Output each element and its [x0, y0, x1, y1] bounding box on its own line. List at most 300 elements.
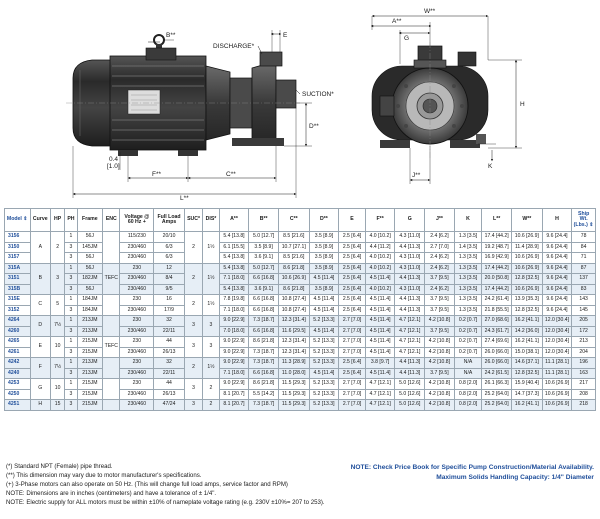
cell-voltage: 230/460 — [120, 347, 154, 358]
table-row — [5, 284, 596, 295]
cell-a: 5.4 [13.8] — [219, 232, 249, 243]
column-header-19: L** — [482, 209, 512, 232]
table-row — [5, 232, 596, 243]
column-header-9: DIS* — [203, 209, 219, 232]
cell-a: 6.1 [15.5] — [219, 242, 249, 253]
cell-k: 1.3 [3.5] — [454, 295, 482, 306]
cell-e: 2.7 [7.0] — [339, 337, 366, 348]
table-row — [5, 347, 596, 358]
cell-curve: A — [30, 232, 50, 264]
cell-c: 11.5 [29.3] — [278, 400, 309, 411]
cell-j: 3.7 [9.5] — [425, 274, 455, 285]
cell-wt: 137 — [572, 274, 596, 285]
table-body — [5, 232, 596, 411]
cell-a: 7.1 [18.0] — [219, 305, 249, 316]
cell-j: 3.7 [9.5] — [425, 305, 455, 316]
cell-enc: TEFC — [103, 263, 120, 295]
cell-wt: 196 — [572, 358, 596, 369]
foot-right-front — [450, 140, 480, 148]
clearance-metric: [1.0] — [107, 163, 120, 170]
cell-k: 1.3 [3.5] — [454, 263, 482, 274]
cell-model: 4242 — [5, 358, 31, 369]
cell-wt: 83 — [572, 284, 596, 295]
cell-w: 12.8 [32.5] — [511, 368, 542, 379]
column-header-13: D** — [309, 209, 339, 232]
cell-suc: 2 — [184, 232, 202, 264]
cell-l: 17.4 [44.2] — [482, 284, 512, 295]
cell-hp: 10 — [50, 337, 64, 358]
cell-a: 8.1 [20.7] — [219, 389, 249, 400]
table-row — [5, 316, 596, 327]
cell-d: 4.5 [11.4] — [309, 274, 339, 285]
cell-c: 11.6 [29.5] — [278, 326, 309, 337]
cell-wt: 87 — [572, 263, 596, 274]
cell-c: 11.3 [28.9] — [278, 358, 309, 369]
cell-l: 16.9 [42.9] — [482, 253, 512, 264]
cell-c: 12.3 [31.4] — [278, 347, 309, 358]
cell-voltage: 115/230 — [120, 232, 154, 243]
cell-j: 2.4 [6.2] — [425, 263, 455, 274]
cell-d: 3.5 [8.9] — [309, 284, 339, 295]
cell-w: 16.2 [41.1] — [511, 400, 542, 411]
notes-right — [324, 463, 594, 483]
cell-w: 12.8 [32.5] — [511, 305, 542, 316]
cell-e: 2.7 [7.0] — [339, 400, 366, 411]
cell-g: 4.3 [11.0] — [395, 284, 425, 295]
cell-wt: 208 — [572, 389, 596, 400]
cell-l: 19.2 [48.7] — [482, 242, 512, 253]
column-header-10: A** — [219, 209, 249, 232]
cell-h: 9.6 [24.4] — [542, 274, 572, 285]
cell-voltage: 230/460 — [120, 389, 154, 400]
dim-k-label: K — [488, 163, 493, 170]
cell-c: 8.5 [21.6] — [278, 232, 309, 243]
cell-model: 4240 — [5, 368, 31, 379]
cell-k: 1.4 [3.5] — [454, 242, 482, 253]
note-npt: (*) Standard NPT (Female) pipe thread. — [6, 463, 113, 470]
column-header-0[interactable]: Model ⇕ — [5, 209, 31, 232]
cell-f: 4.0 [10.2] — [365, 253, 395, 264]
dim-l-label: L** — [180, 195, 189, 202]
cell-d: 4.5 [11.4] — [309, 368, 339, 379]
cell-a: 9.0 [22.9] — [219, 358, 249, 369]
cell-b: 7.3 [18.7] — [249, 400, 279, 411]
cell-ph: 3 — [65, 326, 77, 337]
cell-wt: 163 — [572, 368, 596, 379]
cell-voltage: 230 — [120, 358, 154, 369]
column-header-3: PH — [65, 209, 77, 232]
cell-hp: 3 — [50, 263, 64, 295]
cell-dis: 3 — [203, 337, 219, 358]
cell-g: 5.0 [12.6] — [395, 379, 425, 390]
cell-hp: 7½ — [50, 358, 64, 379]
dim-j-label: J** — [412, 172, 421, 179]
column-header-6: Voltage @ 60 Hz + — [120, 209, 154, 232]
cell-g: 4.3 [11.0] — [395, 263, 425, 274]
cell-frame: 56J — [77, 263, 103, 274]
cell-f: 4.0 [10.2] — [365, 284, 395, 295]
cell-amps: 26/13 — [154, 347, 185, 358]
cell-ph: 3 — [65, 242, 77, 253]
cell-g: 4.7 [12.1] — [395, 347, 425, 358]
cell-model: 4251 — [5, 400, 31, 411]
cell-b: 8.6 [21.8] — [249, 337, 279, 348]
cell-w: 15.9 [40.4] — [511, 379, 542, 390]
column-header-7: Full Load Amps — [154, 209, 185, 232]
cell-ph: 3 — [65, 274, 77, 285]
cell-j: 4.2 [10.8] — [425, 389, 455, 400]
cell-k: 1.3 [3.5] — [454, 305, 482, 316]
cell-dis: 1½ — [203, 232, 219, 264]
cell-d: 3.5 [8.9] — [309, 253, 339, 264]
cell-frame: 213JM — [77, 326, 103, 337]
column-header-22[interactable]: Ship Wt. (Lbs.) ⇕ — [572, 209, 596, 232]
cell-enc — [103, 316, 120, 337]
cell-voltage: 230/460 — [120, 242, 154, 253]
dim-c-label: C** — [226, 171, 236, 178]
cell-f: 4.7 [12.1] — [365, 379, 395, 390]
cell-frame: 213JM — [77, 358, 103, 369]
cell-ph: 3 — [65, 253, 77, 264]
cell-amps: 44 — [154, 337, 185, 348]
cell-e: 2.5 [6.4] — [339, 305, 366, 316]
cell-ph: 3 — [65, 389, 77, 400]
cell-g: 4.4 [11.3] — [395, 295, 425, 306]
cell-l: 25.2 [64.0] — [482, 389, 512, 400]
cell-f: 4.5 [11.4] — [365, 368, 395, 379]
cell-amps: 8/4 — [154, 274, 185, 285]
cell-e: 2.5 [6.4] — [339, 242, 366, 253]
cell-b: 7.3 [18.7] — [249, 347, 279, 358]
cell-f: 4.5 [11.4] — [365, 316, 395, 327]
cell-h: 9.6 [24.4] — [542, 253, 572, 264]
cell-j: 4.2 [10.8] — [425, 316, 455, 327]
table-row — [5, 358, 596, 369]
cell-frame: 182JM — [77, 274, 103, 285]
cell-hp: 15 — [50, 400, 64, 411]
cell-w: 12.8 [32.5] — [511, 274, 542, 285]
side-view — [66, 30, 334, 202]
dim-g-label: G — [404, 35, 410, 42]
cell-wt: 205 — [572, 316, 596, 327]
specifications-table — [4, 208, 596, 411]
cell-f: 4.5 [11.4] — [365, 305, 395, 316]
cell-ph: 1 — [65, 316, 77, 327]
cell-e: 2.5 [6.4] — [339, 284, 366, 295]
cell-j: 4.2 [10.8] — [425, 347, 455, 358]
suction-label: SUCTION* — [302, 91, 334, 98]
discharge-label: DISCHARGE* — [213, 43, 255, 50]
dim-b-label: B** — [166, 32, 176, 39]
cell-f: 4.0 [10.2] — [365, 263, 395, 274]
cell-c: 10.8 [27.4] — [278, 295, 309, 306]
cell-c: 12.3 [31.4] — [278, 316, 309, 327]
cell-h: 9.6 [24.4] — [542, 232, 572, 243]
suction-port-side — [276, 80, 296, 108]
cell-h: 11.1 [28.1] — [542, 368, 572, 379]
cell-voltage: 230/460 — [120, 326, 154, 337]
cell-l: 17.4 [44.2] — [482, 263, 512, 274]
cell-f: 4.7 [12.1] — [365, 400, 395, 411]
cell-frame: 215JM — [77, 400, 103, 411]
conduit-box — [146, 48, 176, 60]
cell-h: 11.1 [28.1] — [542, 358, 572, 369]
cell-suc: 3 — [184, 400, 202, 411]
cell-frame: 56J — [77, 253, 103, 264]
cell-g: 5.0 [12.6] — [395, 400, 425, 411]
cell-k: 1.3 [3.5] — [454, 274, 482, 285]
cell-k: 1.3 [3.5] — [454, 253, 482, 264]
cell-d: 4.5 [11.4] — [309, 295, 339, 306]
cell-frame: 56J — [77, 284, 103, 295]
cell-frame: 184JM — [77, 305, 103, 316]
cell-hp: 2 — [50, 232, 64, 264]
column-header-14: E — [339, 209, 366, 232]
cell-wt: 213 — [572, 337, 596, 348]
cell-voltage: 230/460 — [120, 305, 154, 316]
cell-g: 4.4 [11.3] — [395, 305, 425, 316]
cell-curve: H — [30, 400, 50, 411]
cell-voltage: 230/460 — [120, 368, 154, 379]
cell-f: 4.5 [11.4] — [365, 347, 395, 358]
cell-amps: 6/3 — [154, 253, 185, 264]
dimension-drawings — [0, 0, 600, 203]
cell-enc: TEFC — [103, 337, 120, 358]
cell-curve: E — [30, 337, 50, 358]
cell-amps: 16 — [154, 295, 185, 306]
cell-j: 4.2 [10.8] — [425, 379, 455, 390]
cell-g: 4.4 [11.3] — [395, 274, 425, 285]
cell-d: 3.5 [8.9] — [309, 263, 339, 274]
cell-frame: 145JM — [77, 242, 103, 253]
cell-w: 11.4 [28.9] — [511, 242, 542, 253]
cell-d: 5.2 [13.3] — [309, 316, 339, 327]
cell-k: N/A — [454, 368, 482, 379]
cell-w: 10.6 [26.9] — [511, 232, 542, 243]
cell-l: 20.0 [50.8] — [482, 274, 512, 285]
cell-g: 4.4 [11.3] — [395, 358, 425, 369]
cell-model: 3150 — [5, 242, 31, 253]
cell-h: 9.6 [24.4] — [542, 284, 572, 295]
cell-curve: F — [30, 358, 50, 379]
cell-curve: B — [30, 263, 50, 295]
cell-model: 315E — [5, 295, 31, 306]
cell-l: 26.0 [66.0] — [482, 358, 512, 369]
cell-a: 7.1 [18.0] — [219, 368, 249, 379]
cell-f: 4.5 [11.4] — [365, 274, 395, 285]
cell-d: 4.5 [11.4] — [309, 326, 339, 337]
cell-l: 17.4 [44.2] — [482, 232, 512, 243]
cell-l: 24.2 [61.4] — [482, 295, 512, 306]
cell-ph: 3 — [65, 284, 77, 295]
cell-ph: 1 — [65, 295, 77, 306]
note-units: NOTE: Dimensions are in inches (centimeters) and have a tolerance of ± 1/4". — [6, 489, 217, 497]
cell-c: 8.6 [21.8] — [278, 263, 309, 274]
cell-k: 0.8 [2.0] — [454, 400, 482, 411]
cell-l: 24.3 [61.7] — [482, 326, 512, 337]
cell-l: 27.0 [68.6] — [482, 316, 512, 327]
cell-d: 5.2 [13.3] — [309, 358, 339, 369]
cell-h: 9.6 [24.4] — [542, 295, 572, 306]
cell-model: 3157 — [5, 253, 31, 264]
cell-suc: 2 — [184, 263, 202, 295]
cell-l: 26.1 [66.3] — [482, 379, 512, 390]
cell-ph: 1 — [65, 379, 77, 390]
cell-amps: 44 — [154, 379, 185, 390]
cell-f: 4.4 [11.2] — [365, 242, 395, 253]
table-row — [5, 274, 596, 285]
cell-a: 5.4 [13.8] — [219, 263, 249, 274]
cell-model: 4264 — [5, 316, 31, 327]
conduit-box-front — [458, 52, 476, 66]
cell-j: 3.7 [9.5] — [425, 295, 455, 306]
cell-a: 9.0 [22.9] — [219, 347, 249, 358]
column-header-15: F** — [365, 209, 395, 232]
cell-amps: 47/24 — [154, 400, 185, 411]
motor-foot-left — [118, 150, 138, 156]
cell-e: 2.7 [7.0] — [339, 389, 366, 400]
column-header-16: G — [395, 209, 425, 232]
cell-hp: 5 — [50, 295, 64, 316]
cell-a: 7.0 [18.0] — [219, 326, 249, 337]
dim-w-label: W** — [424, 8, 436, 15]
dim-a-label: A** — [392, 18, 402, 25]
cell-amps: 26/13 — [154, 389, 185, 400]
cell-b: 5.0 [12.7] — [249, 263, 279, 274]
table-header-row — [5, 209, 596, 232]
clearance-value: 0.4 — [109, 156, 119, 163]
cell-suc: 3 — [184, 379, 202, 400]
cell-b: 7.3 [18.7] — [249, 316, 279, 327]
cell-h: 9.6 [24.4] — [542, 305, 572, 316]
cell-frame: 215JM — [77, 379, 103, 390]
cell-d: 5.2 [13.3] — [309, 389, 339, 400]
cell-wt: 204 — [572, 347, 596, 358]
cell-f: 4.7 [12.1] — [365, 389, 395, 400]
note-voltage: NOTE: Electric supply for ALL motors must be within ±10% of nameplate voltage rating (e.g. 230V ±10%= 207 to 253). — [6, 498, 325, 506]
cell-d: 5.2 [13.3] — [309, 337, 339, 348]
cell-d: 5.2 [13.3] — [309, 400, 339, 411]
cell-wt: 172 — [572, 326, 596, 337]
cell-dis: 2 — [203, 400, 219, 411]
cell-amps: 6/3 — [154, 242, 185, 253]
cell-f: 4.0 [10.2] — [365, 232, 395, 243]
cell-ph: 1 — [65, 263, 77, 274]
cell-ph: 3 — [65, 368, 77, 379]
cell-frame: 215JM — [77, 347, 103, 358]
column-header-1: Curve — [30, 209, 50, 232]
discharge-port-side — [260, 52, 282, 66]
footnotes — [6, 463, 336, 508]
cell-voltage: 230/460 — [120, 274, 154, 285]
cell-l: 24.2 [61.5] — [482, 368, 512, 379]
dim-d-label: D** — [309, 123, 319, 130]
cell-c: 11.0 [28.0] — [278, 368, 309, 379]
cell-e: 2.7 [7.0] — [339, 316, 366, 327]
cell-e: 2.7 [7.0] — [339, 326, 366, 337]
cell-c: 10.8 [27.4] — [278, 305, 309, 316]
table-row — [5, 263, 596, 274]
cell-wt: 71 — [572, 253, 596, 264]
cell-e: 2.5 [6.4] — [339, 263, 366, 274]
column-header-18: K — [454, 209, 482, 232]
cell-model: 4265 — [5, 337, 31, 348]
cell-k: 1.3 [3.5] — [454, 284, 482, 295]
column-header-20: W** — [511, 209, 542, 232]
cell-w: 14.7 [37.3] — [511, 389, 542, 400]
cell-f: 3.8 [9.7] — [365, 358, 395, 369]
cell-d: 3.5 [8.9] — [309, 232, 339, 243]
cell-voltage: 230 — [120, 263, 154, 274]
cell-voltage: 230 — [120, 337, 154, 348]
cell-curve: G — [30, 379, 50, 400]
cell-b: 6.6 [16.8] — [249, 305, 279, 316]
cell-frame: 213JM — [77, 316, 103, 327]
cell-h: 10.6 [26.9] — [542, 379, 572, 390]
cell-a: 9.0 [22.9] — [219, 379, 249, 390]
cell-ph: 1 — [65, 232, 77, 243]
dim-f-label: F** — [152, 171, 162, 178]
cell-model: 4260 — [5, 326, 31, 337]
cell-h: 10.6 [26.9] — [542, 400, 572, 411]
cell-d: 4.5 [11.4] — [309, 305, 339, 316]
cell-e: 2.5 [6.4] — [339, 232, 366, 243]
table-row — [5, 368, 596, 379]
column-header-5: ENC — [103, 209, 120, 232]
cell-b: 5.5 [14.2] — [249, 389, 279, 400]
cell-k: N/A — [454, 358, 482, 369]
table-row — [5, 295, 596, 306]
cell-voltage: 230 — [120, 316, 154, 327]
cell-b: 7.3 [18.7] — [249, 358, 279, 369]
cell-enc — [103, 400, 120, 411]
cell-hp: 7½ — [50, 316, 64, 337]
cell-j: 4.2 [10.8] — [425, 358, 455, 369]
cell-j: 2.4 [6.2] — [425, 253, 455, 264]
foot-left-front — [380, 140, 410, 148]
cell-frame: 215JM — [77, 389, 103, 400]
cell-wt: 78 — [572, 232, 596, 243]
cell-w: 10.6 [26.9] — [511, 263, 542, 274]
cell-d: 3.5 [8.9] — [309, 242, 339, 253]
cell-g: 4.7 [12.1] — [395, 337, 425, 348]
table-row — [5, 389, 596, 400]
cell-model: 4253 — [5, 379, 31, 390]
cell-wt: 217 — [572, 379, 596, 390]
cell-w: 14.6 [37.1] — [511, 358, 542, 369]
cell-c: 10.7 [27.1] — [278, 242, 309, 253]
cell-amps: 22/11 — [154, 326, 185, 337]
cell-ph: 3 — [65, 305, 77, 316]
note-dimension-vary: (**) This dimension may vary due to motor manufacturer's specifications. — [6, 471, 202, 479]
cell-k: 0.2 [0.7] — [454, 337, 482, 348]
column-header-17: J** — [425, 209, 455, 232]
cell-amps: 12 — [154, 263, 185, 274]
cell-w: 13.9 [35.3] — [511, 295, 542, 306]
cell-b: 6.6 [16.8] — [249, 326, 279, 337]
cell-g: 4.3 [11.0] — [395, 232, 425, 243]
cell-f: 4.5 [11.4] — [365, 337, 395, 348]
cell-e: 2.5 [6.4] — [339, 368, 366, 379]
cell-wt: 145 — [572, 305, 596, 316]
cell-voltage: 230/460 — [120, 284, 154, 295]
cell-a: 7.8 [19.8] — [219, 295, 249, 306]
cell-k: 0.2 [0.7] — [454, 347, 482, 358]
table-row — [5, 242, 596, 253]
cell-w: 10.6 [26.9] — [511, 284, 542, 295]
cell-j: 2.7 [7.0] — [425, 242, 455, 253]
cell-h: 10.6 [26.9] — [542, 389, 572, 400]
